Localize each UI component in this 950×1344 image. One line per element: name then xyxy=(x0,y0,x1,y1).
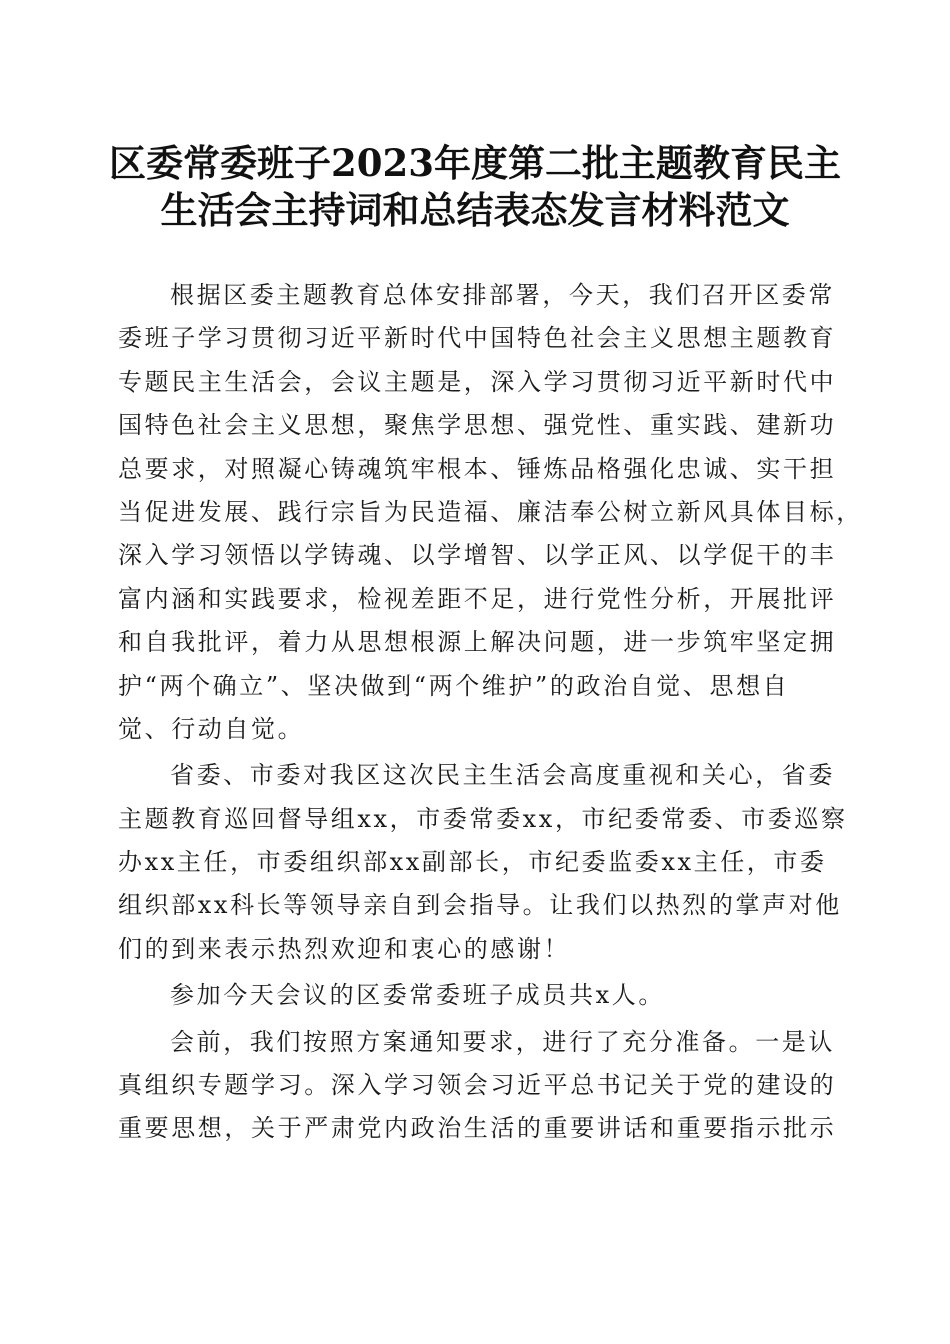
text-line: 富内涵和实践要求，检视差距不足，进行党性分析，开展批评 xyxy=(118,584,837,613)
document-body xyxy=(118,274,863,1154)
paragraph-guests xyxy=(118,754,848,971)
paragraph-preparation xyxy=(118,1021,837,1151)
text-line: 深入学习领悟以学铸魂、以学增智、以学正风、以学促干的丰 xyxy=(118,541,837,570)
text-line: 护“两个确立”、坚决做到“两个维护”的政治自觉、思想自 xyxy=(118,671,790,700)
text-line: 根据区委主题教育总体安排部署，今天，我们召开区委常 xyxy=(170,281,835,309)
text-line: 们的到来表示热烈欢迎和衷心的感谢！ xyxy=(118,934,571,963)
text-line: 组织部xx科长等领导亲自到会指导。让我们以热烈的掌声对他 xyxy=(118,891,842,920)
paragraph-opening xyxy=(118,274,863,751)
text-line: 主题教育巡回督导组xx，市委常委xx，市纪委常委、市委巡察 xyxy=(118,804,848,833)
text-line: 参加今天会议的区委常委班子成员共x人。 xyxy=(170,981,665,1010)
text-line: 办xx主任，市委组织部xx副部长，市纪委监委xx主任，市委 xyxy=(118,848,827,877)
text-line: 重要思想，关于严肃党内政治生活的重要讲话和重要指示批示 xyxy=(118,1114,837,1143)
text-line: 专题民主生活会，会议主题是，深入学习贯彻习近平新时代中 xyxy=(118,367,837,396)
text-line: 总要求，对照凝心铸魂筑牢根本、锤炼品格强化忠诚、实干担 xyxy=(118,454,837,483)
text-line: 国特色社会主义思想，聚焦学思想、强党性、重实践、建新功 xyxy=(118,411,837,440)
text-line: 委班子学习贯彻习近平新时代中国特色社会主义思想主题教育 xyxy=(118,324,837,353)
text-line: 觉、行动自觉。 xyxy=(118,714,305,743)
text-line: 当促进发展、践行宗旨为民造福、廉洁奉公树立新风具体目标， xyxy=(118,497,863,526)
text-line: 和自我批评，着力从思想根源上解决问题，进一步筑牢坚定拥 xyxy=(118,628,837,657)
document-title xyxy=(80,140,870,234)
title-line-2: 生活会主持词和总结表态发言材料范文 xyxy=(160,188,790,232)
paragraph-attendance xyxy=(118,974,830,1017)
text-line: 省委、市委对我区这次民主生活会高度重视和关心，省委 xyxy=(170,761,835,790)
title-line-1: 区委常委班子2023年度第二批主题教育民主 xyxy=(109,141,841,185)
text-line: 真组织专题学习。深入学习领会习近平总书记关于党的建设的 xyxy=(118,1071,837,1100)
text-line: 会前，我们按照方案通知要求，进行了充分准备。一是认 xyxy=(170,1027,835,1056)
